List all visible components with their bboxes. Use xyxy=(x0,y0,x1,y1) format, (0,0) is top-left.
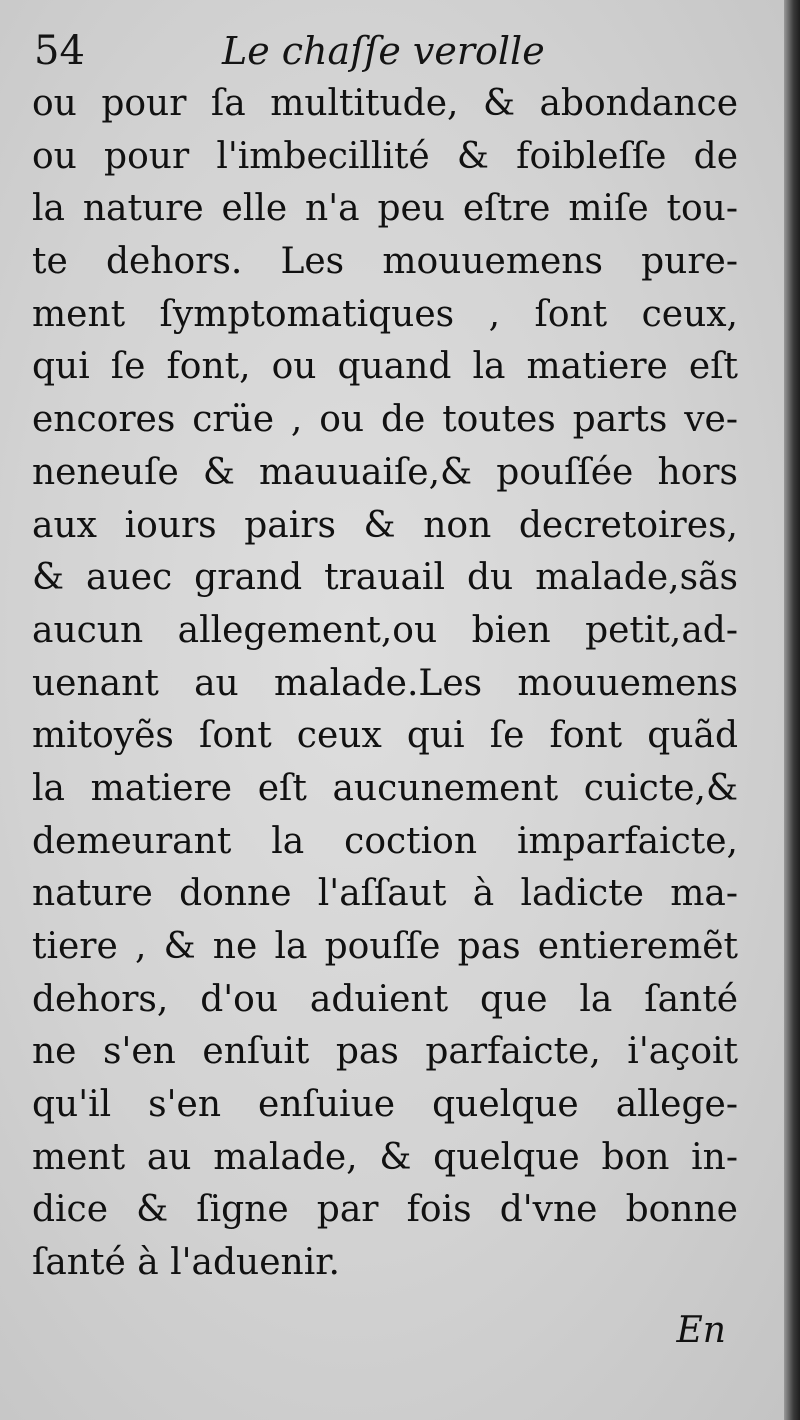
text-line: aucun allegement,ou bien petit,ad- xyxy=(32,609,738,651)
catchword: En xyxy=(676,1310,726,1351)
text-line: la nature elle n'a peu eſtre miſe tou- xyxy=(32,188,738,230)
text-line: uenant au malade.Les mouuemens xyxy=(32,662,738,704)
text-line: qui ſe font, ou quand la matiere eſt xyxy=(32,346,738,388)
text-line: ſanté à l'aduenir. xyxy=(32,1242,340,1284)
text-line: ne s'en enſuit pas parfaicte, i'açoit xyxy=(32,1031,738,1073)
text-line: dehors, d'ou aduient que la ſanté xyxy=(32,978,738,1020)
text-line: dice & ſigne par fois d'vne bonne xyxy=(32,1189,738,1231)
text-line: neneuſe & mauuaiſe,& pouſſée hors xyxy=(32,451,738,493)
text-line: tiere , & ne la pouſſe pas entieremẽt xyxy=(32,926,738,967)
running-title: Le chaſſe verolle xyxy=(222,29,545,73)
page-number: 54 xyxy=(34,28,85,74)
text-line: mitoyẽs ſont ceux qui ſe font quãd xyxy=(32,715,738,757)
page-header xyxy=(34,22,734,82)
text-line: te dehors. Les mouuemens pure- xyxy=(32,241,738,283)
text-line: la matiere eſt aucunement cuicte,& xyxy=(32,767,738,809)
text-line: demeurant la coction imparfaicte, xyxy=(32,820,738,862)
text-line: qu'il s'en enſuiue quelque allege- xyxy=(32,1084,738,1126)
page-edge-shadow xyxy=(784,0,800,1420)
text-line: & auec grand trauail du malade,sãs xyxy=(32,557,738,599)
text-line: aux iours pairs & non decretoires, xyxy=(32,504,738,546)
text-line: ment ſymptomatiques , ſont ceux, xyxy=(32,293,738,335)
text-line: ou pour l'imbecillité & foibleſſe de xyxy=(32,135,738,177)
text-line: encores crüe , ou de toutes parts ve- xyxy=(32,399,738,441)
body-text xyxy=(32,78,738,1290)
text-line: ment au malade, & quelque bon in- xyxy=(32,1136,738,1178)
text-line: nature donne l'aſſaut à ladicte ma- xyxy=(32,873,738,915)
text-line: ou pour ſa multitude, & abondance xyxy=(32,83,738,124)
